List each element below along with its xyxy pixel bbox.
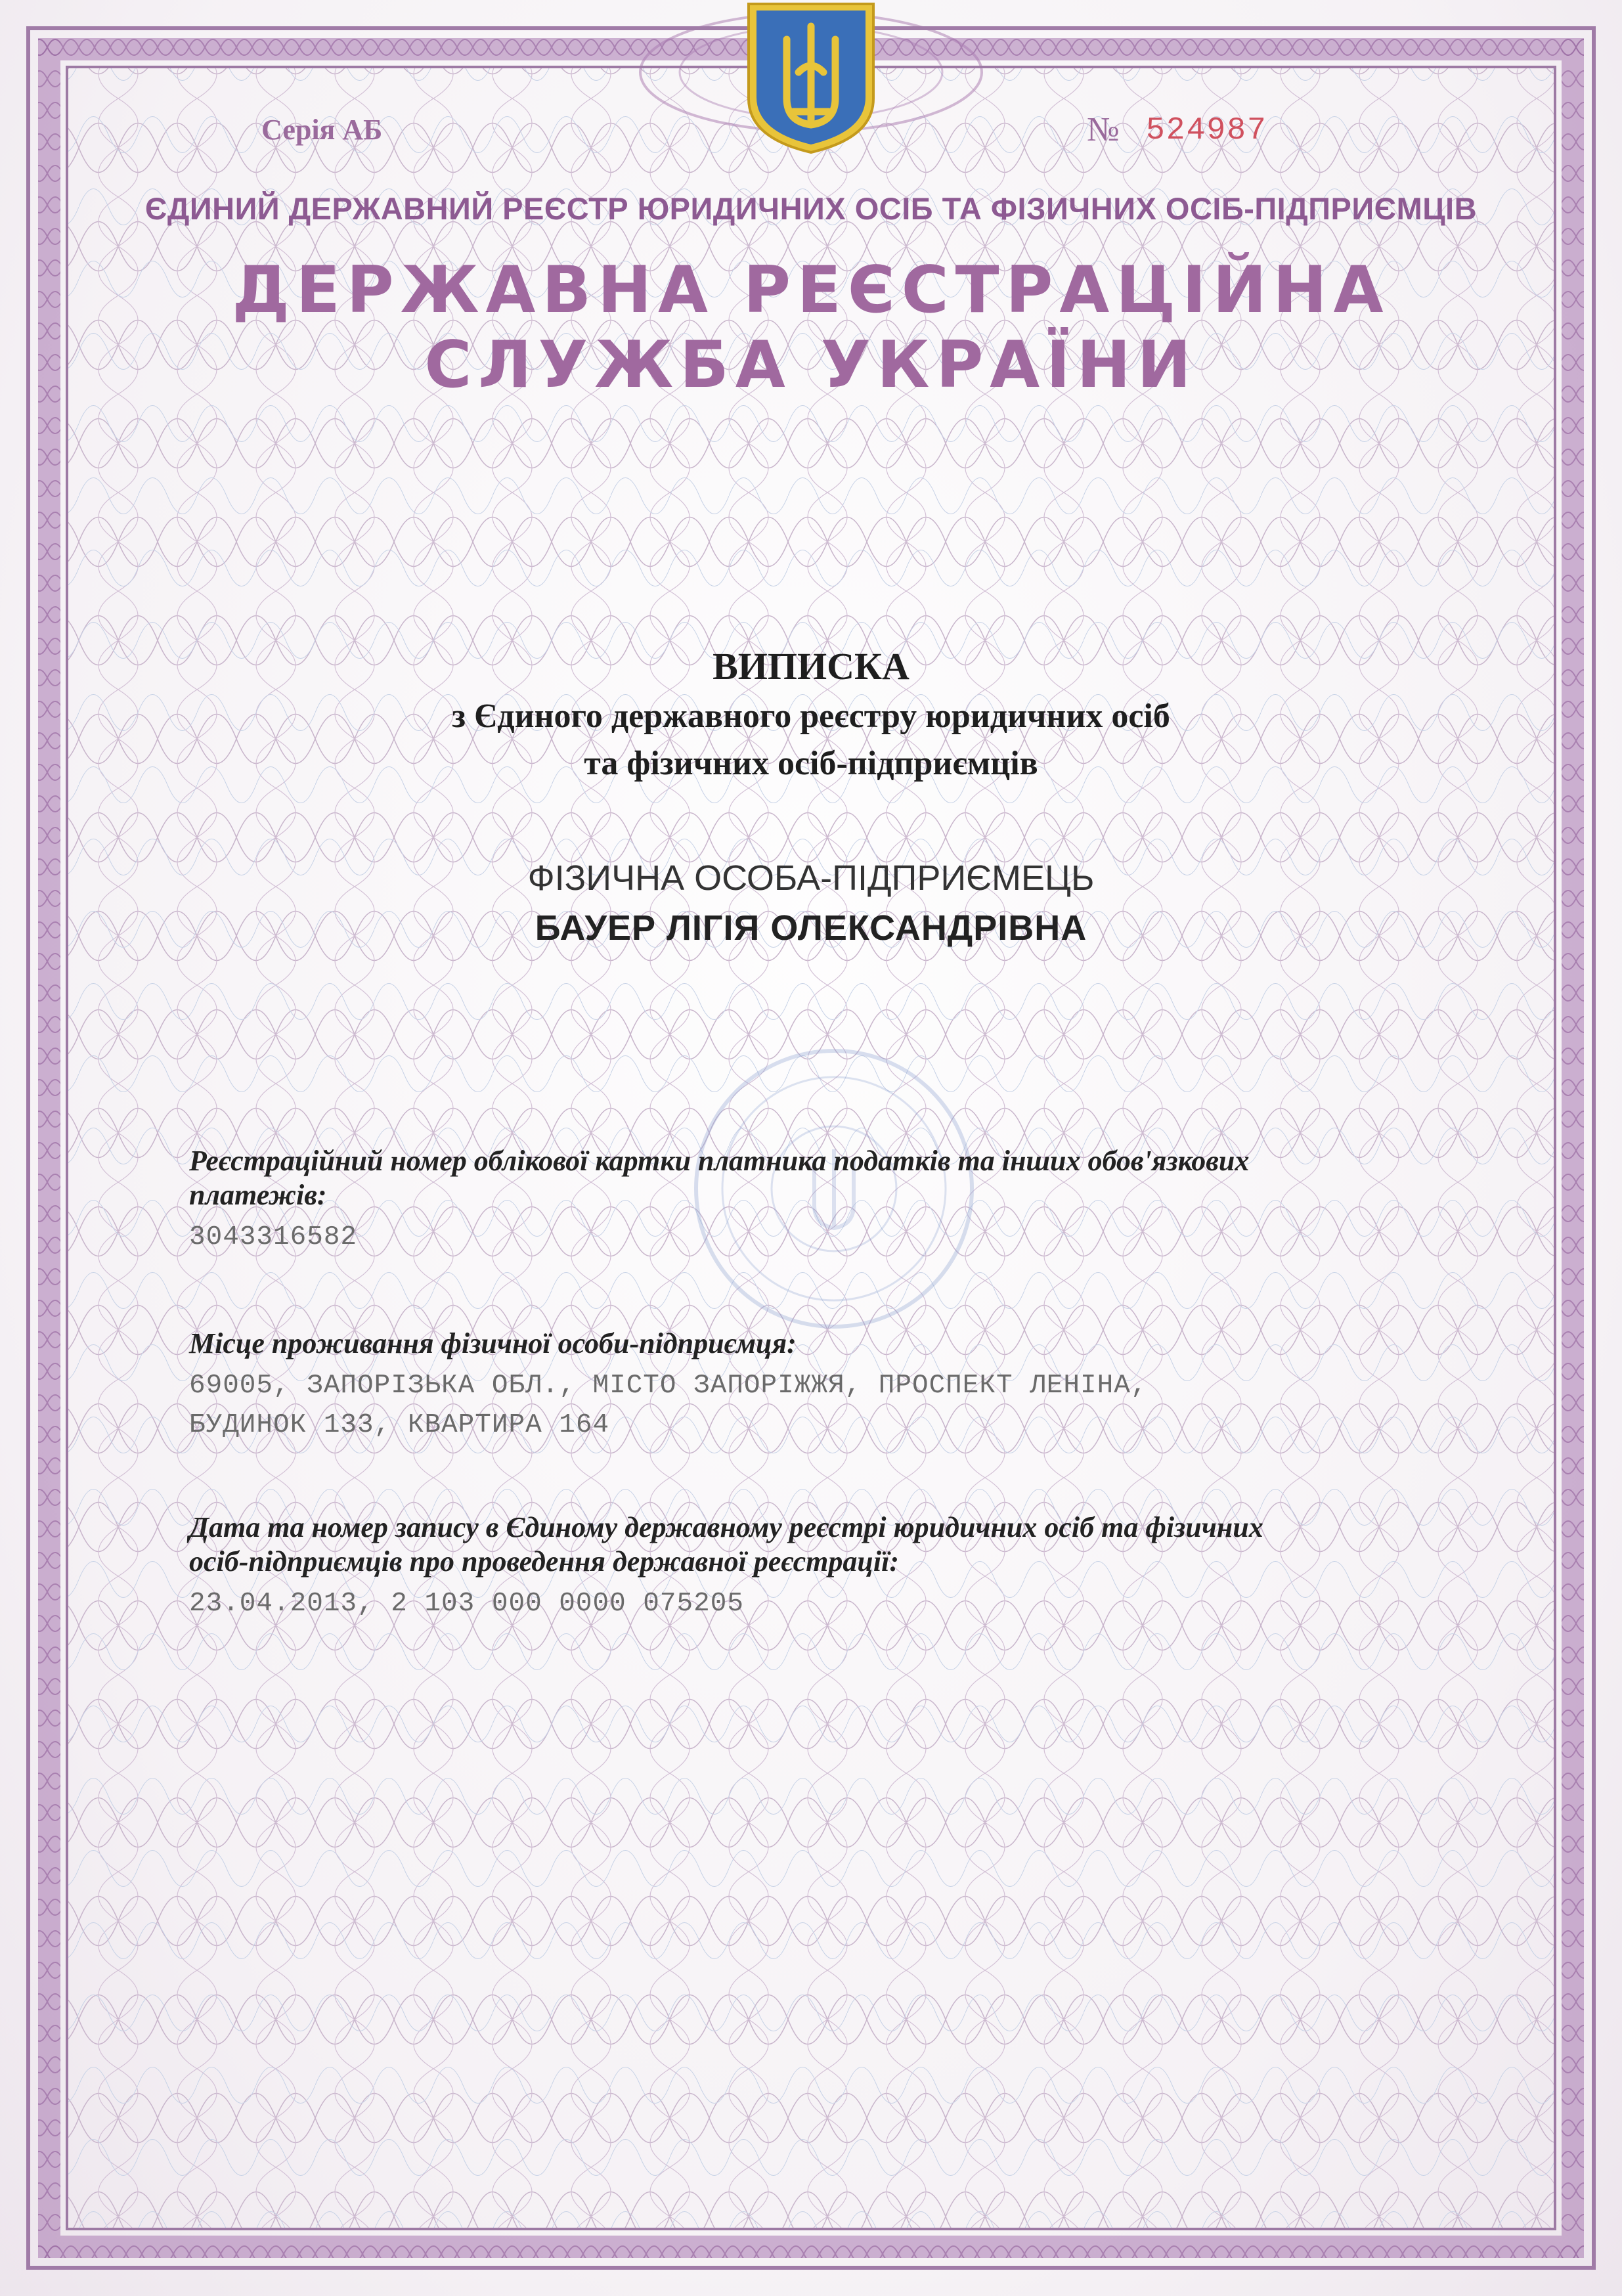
- service-title-line1: ДЕРЖАВНА РЕЄСТРАЦІЙНА: [232, 253, 1390, 328]
- field-value: [189, 1366, 1450, 1445]
- heading-line3: та фізичних осіб-підприємців: [584, 745, 1038, 782]
- person-name: БАУЕР ЛІГІЯ ОЛЕКСАНДРІВНА: [535, 908, 1087, 948]
- field-label-line: платежів:: [189, 1179, 327, 1211]
- field-label: [189, 1511, 1450, 1579]
- document-heading: [131, 640, 1491, 787]
- field-label-line: Реєстраційний номер облікової картки платника податків та інших обов'язкових: [189, 1145, 1250, 1177]
- field-label-line: Дата та номер запису в Єдиному державному реєстрі юридичних осіб та фізичних: [189, 1511, 1263, 1543]
- field-registration-record: [189, 1511, 1450, 1623]
- field-residence: [189, 1327, 1450, 1445]
- trident-emblem-icon: [741, 0, 881, 155]
- service-title-line2: СЛУЖБА УКРАЇНИ: [424, 328, 1198, 403]
- person-type: ФІЗИЧНА ОСОБА-ПІДПРИЄМЕЦЬ: [527, 858, 1095, 898]
- document-number: 524987: [1146, 113, 1267, 148]
- field-tax-number: [189, 1144, 1450, 1257]
- registry-title: ЄДИНИЙ ДЕРЖАВНИЙ РЕЄСТР ЮРИДИЧНИХ ОСІБ ТА ФІЗИЧНИХ ОСІБ-ПІДПРИЄМЦІВ: [144, 191, 1478, 226]
- field-value: [189, 1584, 1450, 1623]
- field-label: [189, 1144, 1450, 1212]
- field-value-line: 23.04.2013, 2 103 000 0000 075205: [189, 1589, 744, 1619]
- field-value-line: 69005, ЗАПОРІЗЬКА ОБЛ., МІСТО ЗАПОРІЖЖЯ, ПРОСПЕКТ ЛЕНІНА,: [189, 1371, 1148, 1401]
- field-label-line: осіб-підприємців про проведення державної реєстрації:: [189, 1545, 899, 1578]
- heading-line2: з Єдиного державного реєстру юридичних осіб: [452, 697, 1170, 735]
- service-title: [131, 253, 1491, 403]
- heading-title: ВИПИСКА: [712, 645, 910, 688]
- field-value-line: 3043316582: [189, 1222, 358, 1252]
- field-value: [189, 1218, 1450, 1257]
- field-label-line: Місце проживання фізичної особи-підприємця:: [189, 1327, 797, 1359]
- series-label: Серія АБ: [261, 114, 383, 146]
- number-sign: №: [1087, 111, 1120, 148]
- field-value-line: БУДИНОК 133, КВАРТИРА 164: [189, 1410, 610, 1440]
- field-label: [189, 1327, 1450, 1361]
